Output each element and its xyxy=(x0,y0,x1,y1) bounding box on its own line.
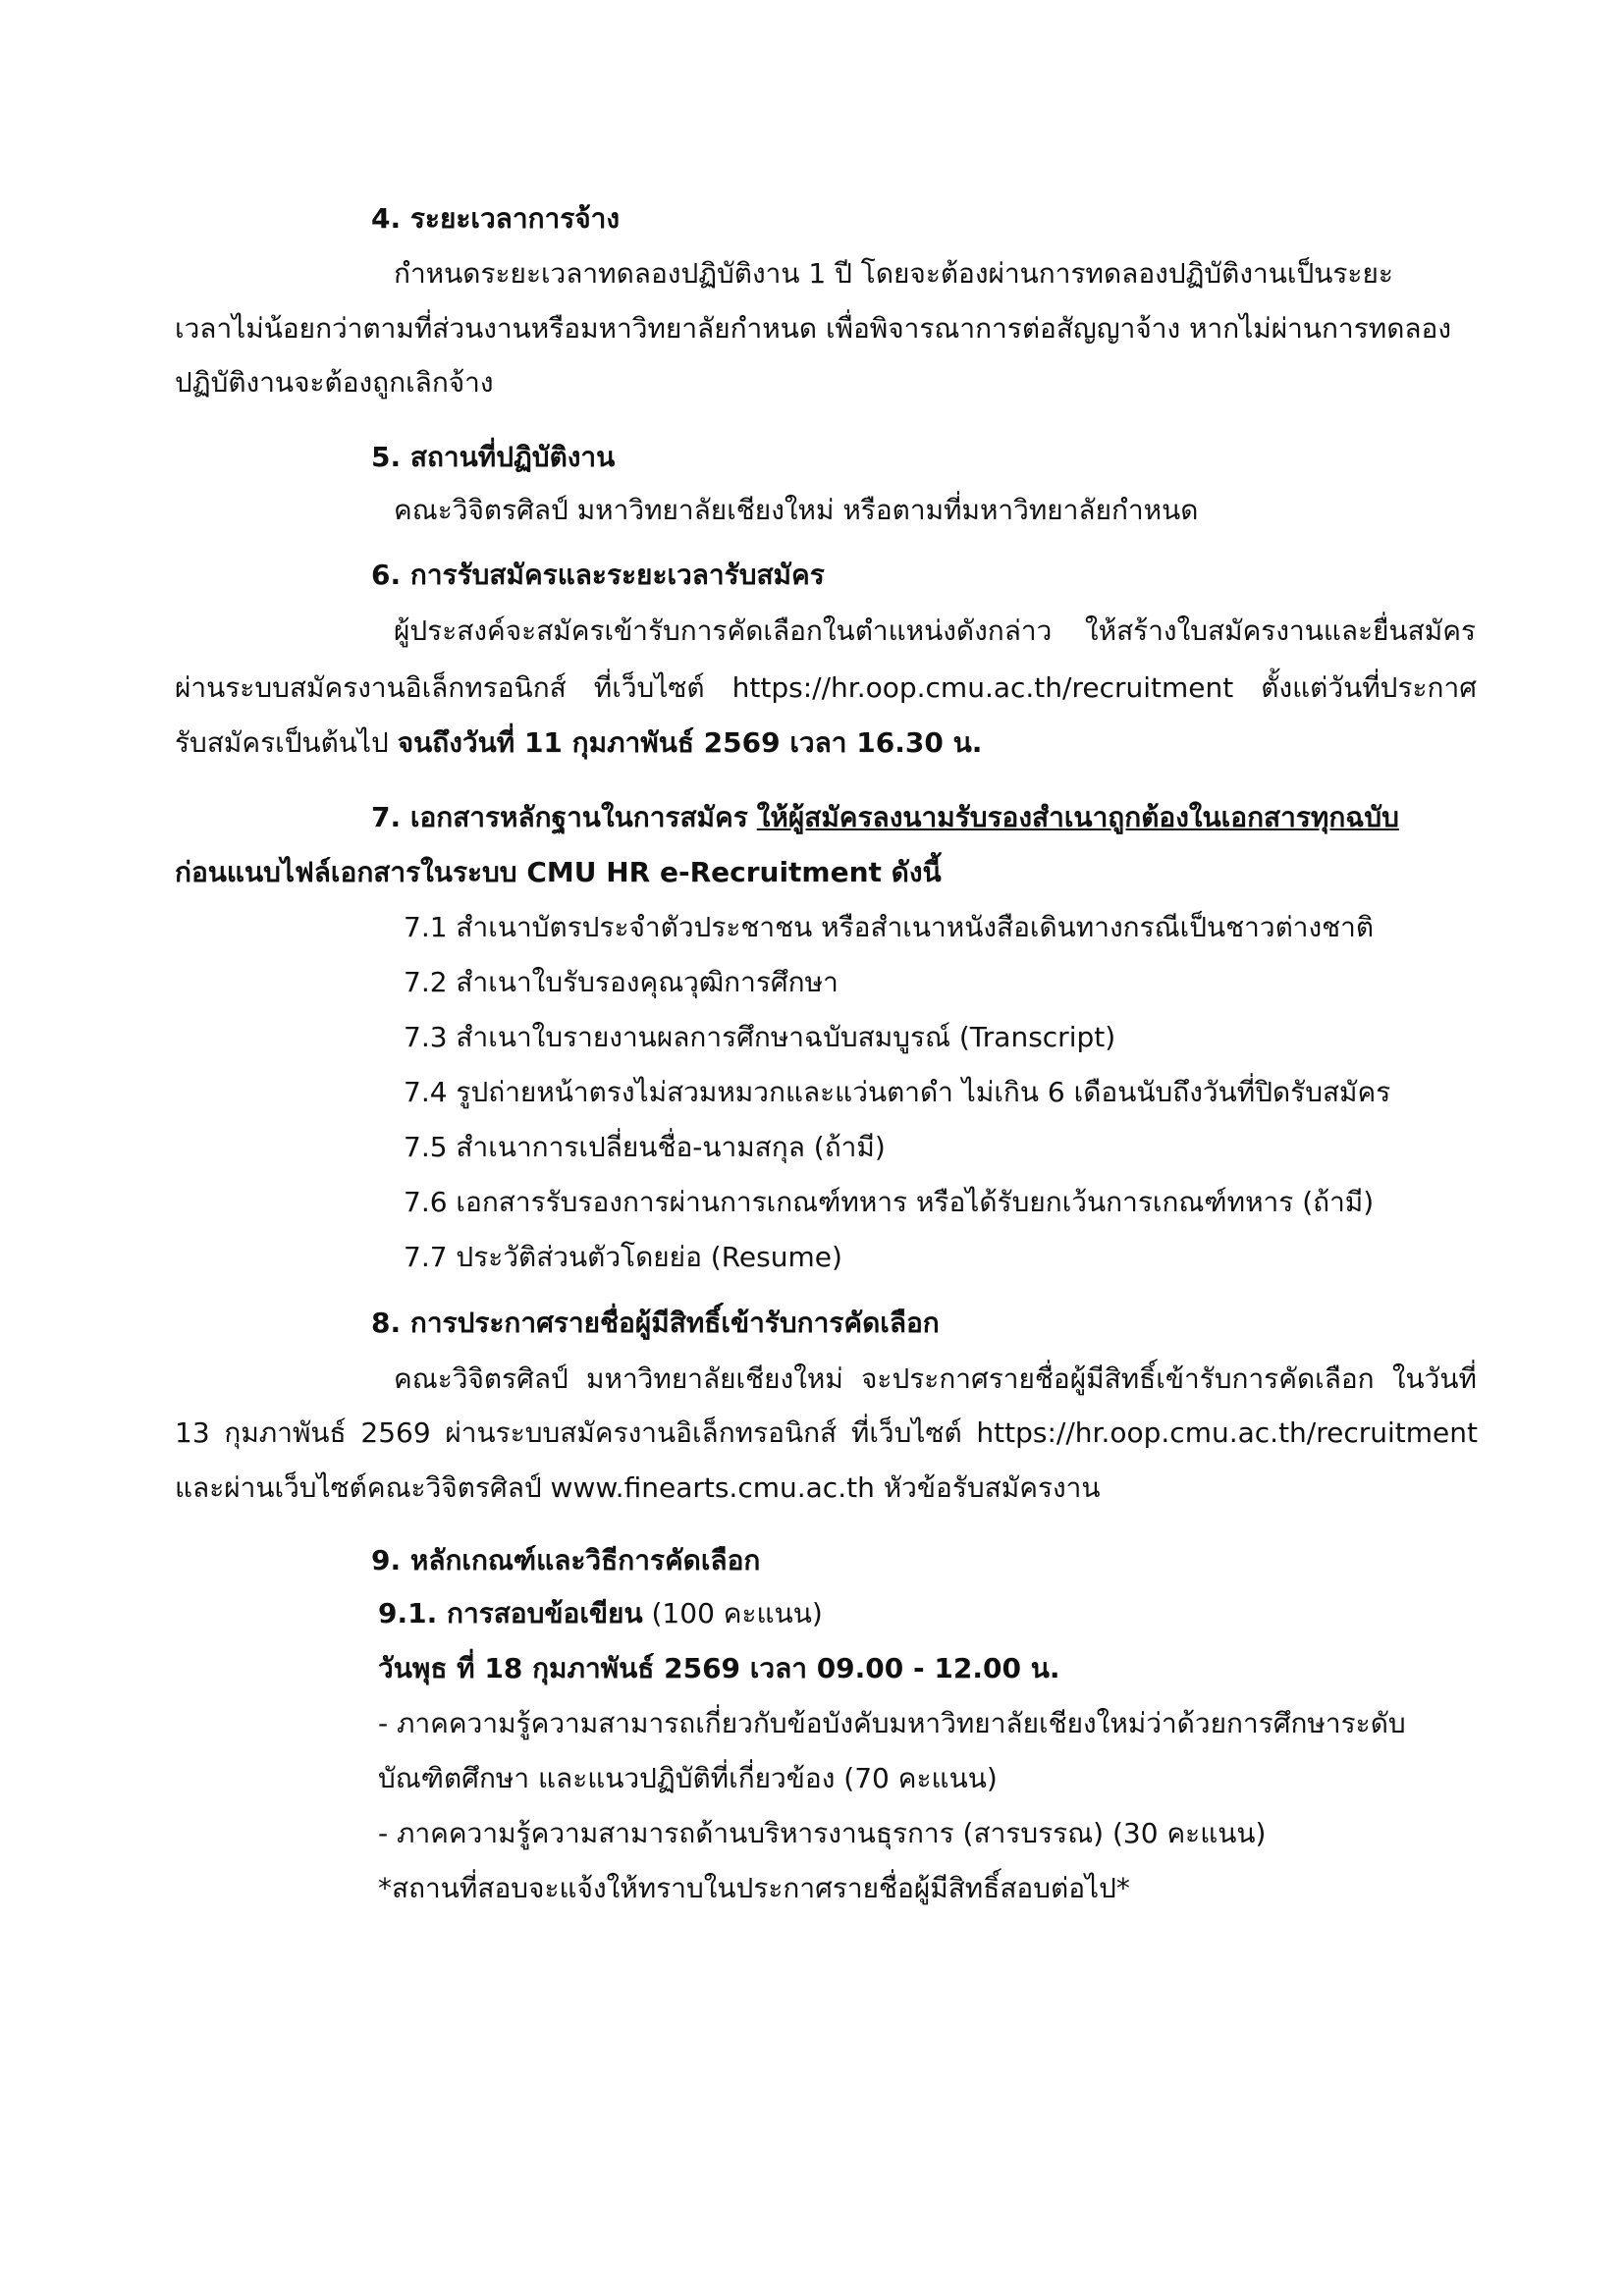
section-9-bullet-2: - ภาคความรู้ความสามารถด้านบริหารงานธุรการ (สารบรรณ) (30 คะแนน) xyxy=(378,1817,1267,1849)
section-9-heading: 9. หลักเกณฑ์และวิธีการคัดเลือก xyxy=(371,1544,761,1576)
section-7-item-3: 7.3 สำเนาใบรายงานผลการศึกษาฉบับสมบูรณ์ (Transcript) xyxy=(404,1021,1116,1053)
section-9-exam-date: วันพุธ ที่ 18 กุมภาพันธ์ 2569 เวลา 09.00 - 12.00 น. xyxy=(378,1652,1060,1684)
section-9-bullet-1: - ภาคความรู้ความสามารถเกี่ยวกับข้อบังคับมหาวิทยาลัยเชียงใหม่ว่าด้วยการศึกษาระดับ xyxy=(378,1707,1406,1739)
section-4-heading: 4. ระยะเวลาการจ้าง xyxy=(371,202,621,235)
section-7-item-2: 7.2 สำเนาใบรับรองคุณวุฒิการศึกษา xyxy=(404,966,839,998)
section-4-line-2: เวลาไม่น้อยกว่าตามที่ส่วนงานหรือมหาวิทยาลัยกำหนด เพื่อพิจารณาการต่อสัญญาจ้าง หากไม่ผ่านการทดลอง xyxy=(175,312,1452,345)
section-4-line-3: ปฏิบัติงานจะต้องถูกเลิกจ้าง xyxy=(175,366,494,399)
section-6-line-2: ผ่านระบบสมัครงานอิเล็กทรอนิกส์ ที่เว็บไซต์ https://hr.oop.cmu.ac.th/recruitment ตั้งแต่วันที่ประกาศ xyxy=(175,671,1477,704)
section-7-item-6: 7.6 เอกสารรับรองการผ่านการเกณฑ์ทหาร หรือได้รับยกเว้นการเกณฑ์ทหาร (ถ้ามี) xyxy=(404,1186,1375,1218)
section-6-line-1: ผู้ประสงค์จะสมัครเข้ารับการคัดเลือกในตำแหน่งดังกล่าว ให้สร้างใบสมัครงานและยื่นสมัคร xyxy=(394,614,1476,647)
section-6-line-3 xyxy=(175,723,982,763)
section-9-bullet-1-cont: บัณฑิตศึกษา และแนวปฏิบัติที่เกี่ยวข้อง (70 คะแนน) xyxy=(378,1762,998,1794)
section-7-item-5: 7.5 สำเนาการเปลี่ยนชื่อ-นามสกุล (ถ้ามี) xyxy=(404,1131,886,1163)
section-9-1-heading xyxy=(378,1594,823,1633)
section-9-1-heading-text: 9.1. การสอบข้อเขียน xyxy=(378,1597,643,1629)
section-6-heading: 6. การรับสมัครและระยะเวลารับสมัคร xyxy=(371,559,825,591)
section-5-heading: 5. สถานที่ปฏิบัติงาน xyxy=(371,441,616,473)
section-7-item-1: 7.1 สำเนาบัตรประจำตัวประชาชน หรือสำเนาหนังสือเดินทางกรณีเป็นชาวต่างชาติ xyxy=(404,911,1375,943)
section-7-item-4: 7.4 รูปถ่ายหน้าตรงไม่สวมหมวกและแว่นตาดำ ไม่เกิน 6 เดือนนับถึงวันที่ปิดรับสมัคร xyxy=(404,1076,1391,1108)
section-7-heading-underlined: ให้ผู้สมัครลงนามรับรองสำเนาถูกต้องในเอกสารทุกฉบับ xyxy=(756,801,1399,833)
section-8-line-3: และผ่านเว็บไซต์คณะวิจิตรศิลป์ www.finearts.cmu.ac.th หัวข้อรับสมัครงาน xyxy=(175,1471,1101,1504)
section-9-note: *สถานที่สอบจะแจ้งให้ทราบในประกาศรายชื่อผู้มีสิทธิ์สอบต่อไป* xyxy=(378,1872,1130,1904)
section-8-line-1: คณะวิจิตรศิลป์ มหาวิทยาลัยเชียงใหม่ จะประกาศรายชื่อผู้มีสิทธิ์เข้ารับการคัดเลือก ในวันที่ xyxy=(394,1362,1477,1395)
section-7-heading-line-2: ก่อนแนบไฟล์เอกสารในระบบ CMU HR e-Recruitment ดังนี้ xyxy=(175,856,942,888)
section-7-heading xyxy=(371,798,1399,837)
section-5-line-1: คณะวิจิตรศิลป์ มหาวิทยาลัยเชียงใหม่ หรือตามที่มหาวิทยาลัยกำหนด xyxy=(394,494,1199,526)
section-7-heading-text: 7. เอกสารหลักฐานในการสมัคร xyxy=(371,801,748,833)
section-9-1-score: (100 คะแนน) xyxy=(642,1597,823,1629)
section-7-item-7: 7.7 ประวัติส่วนตัวโดยย่อ (Resume) xyxy=(404,1241,842,1273)
section-8-line-2: 13 กุมภาพันธ์ 2569 ผ่านระบบสมัครงานอิเล็กทรอนิกส์ ที่เว็บไซต์ https://hr.oop.cmu.ac.th/recruitment xyxy=(175,1416,1478,1449)
section-6-line-3-text: รับสมัครเป็นต้นไป xyxy=(175,726,398,759)
section-6-deadline: จนถึงวันที่ 11 กุมภาพันธ์ 2569 เวลา 16.30 น. xyxy=(397,726,983,759)
section-8-heading: 8. การประกาศรายชื่อผู้มีสิทธิ์เข้ารับการคัดเลือก xyxy=(371,1307,940,1339)
section-4-line-1: กำหนดระยะเวลาทดลองปฏิบัติงาน 1 ปี โดยจะต้องผ่านการทดลองปฏิบัติงานเป็นระยะ xyxy=(394,257,1393,290)
